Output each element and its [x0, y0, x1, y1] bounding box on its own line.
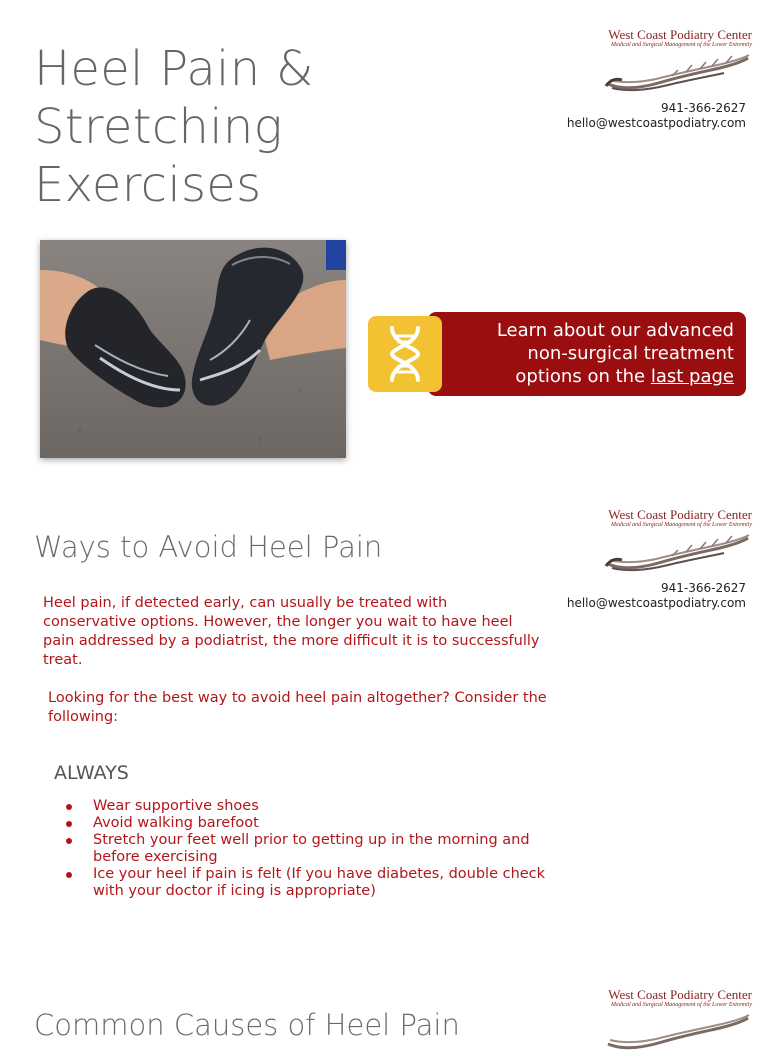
intro-paragraph: Heel pain, if detected early, can usually be treated with conservative options. However, the longer you wait to have heel pain addressed by a podiatrist, the more difficult it is to successfully treat. [43, 595, 540, 668]
foot-skeleton-icon [602, 50, 752, 94]
page-title-line-2: Stretching [34, 99, 283, 155]
logo-tagline: Medical and Surgical Management of the Lower Extremity [610, 42, 752, 48]
treatment-callout[interactable] [428, 312, 746, 396]
list-item: Ice your heel if pain is felt (If you have diabetes, double check with your doctor if icing is appropriate) [40, 866, 570, 900]
feet-photo [40, 240, 346, 458]
list-item: Avoid walking barefoot [40, 815, 570, 832]
foot-skeleton-icon [602, 530, 752, 574]
dna-icon [380, 324, 430, 384]
contact-info [526, 101, 746, 131]
phone-number: 941-366-2627 [660, 101, 746, 115]
always-heading: ALWAYS [54, 762, 129, 784]
clinic-logo [602, 28, 752, 94]
last-page-link[interactable]: last page [650, 366, 734, 387]
section-title-causes: Common Causes of Heel Pain [34, 1008, 460, 1042]
callout-line-3-prefix: options on the [515, 366, 651, 387]
dna-badge [368, 316, 442, 392]
callout-line-3 [444, 365, 734, 388]
logo-name: West Coast Podiatry Center [608, 27, 752, 42]
section-title-ways: Ways to Avoid Heel Pain [34, 530, 383, 564]
list-item: Stretch your feet well prior to getting up in the morning and before exercising [40, 832, 570, 866]
page-title-line-1: Heel Pain & [34, 41, 314, 97]
email-address: hello@westcoastpodiatry.com [566, 116, 746, 130]
phone-number: 941-366-2627 [660, 581, 746, 595]
photo-feet-icon [40, 240, 346, 458]
always-list [40, 798, 570, 900]
foot-skeleton-icon [602, 1010, 752, 1054]
list-item: Wear supportive shoes [40, 798, 570, 815]
callout-text [444, 319, 734, 388]
consider-paragraph: Looking for the best way to avoid heel pain altogether? Consider the following: [48, 690, 547, 725]
clinic-logo-2 [602, 508, 752, 574]
logo-name: West Coast Podiatry Center [608, 987, 752, 1002]
clinic-logo-3 [602, 988, 752, 1054]
callout-line-1: Learn about our advanced [496, 320, 734, 341]
page-title [34, 40, 364, 214]
logo-tagline: Medical and Surgical Management of the Lower Extremity [610, 522, 752, 528]
contact-info-2 [526, 581, 746, 611]
logo-name: West Coast Podiatry Center [608, 507, 752, 522]
page-title-line-3: Exercises [34, 157, 262, 213]
callout-line-2: non-surgical treatment [527, 343, 734, 364]
logo-tagline: Medical and Surgical Management of the Lower Extremity [610, 1002, 752, 1008]
email-address: hello@westcoastpodiatry.com [566, 596, 746, 610]
